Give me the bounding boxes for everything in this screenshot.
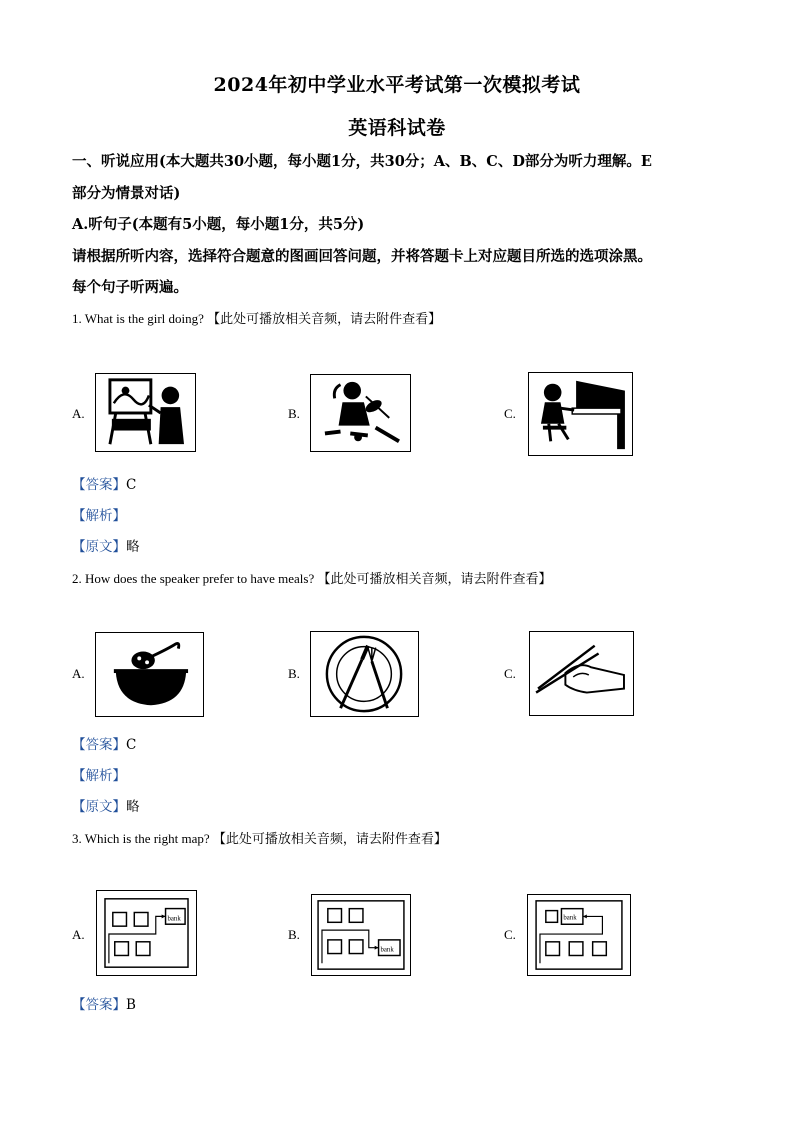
q1-option-c-image[interactable]	[528, 372, 633, 456]
q3-answer-value: B	[126, 997, 136, 1013]
part-a-heading: A.听句子(本题有5小题，每小题1分，共5分)	[72, 216, 365, 233]
q1-answer	[72, 473, 136, 493]
q3-answer-label: 【答案】	[72, 997, 126, 1013]
q3a-bank-label: bank	[167, 915, 181, 923]
q1-option-c-label: C.	[504, 406, 516, 421]
hand-chopsticks-icon	[530, 632, 633, 715]
q3-option-c-image[interactable]	[527, 894, 631, 976]
page-title: 2024年初中学业水平考试第一次模拟考试	[213, 74, 581, 96]
q1-original-value: 略	[126, 539, 140, 555]
q3-option-c-label: C.	[504, 927, 516, 942]
girl-painting-icon	[96, 374, 195, 451]
q2-original-label: 【原文】	[72, 799, 126, 815]
plate-knife-fork-icon	[311, 632, 418, 716]
q2-option-c-label: C.	[504, 666, 516, 681]
section-heading-line1: 一、听说应用(本大题共30小题，每小题1分，共30分；A、B、C、D部分为听力理解。E	[72, 153, 652, 170]
q2-option-b-label: B.	[288, 666, 300, 681]
q1-option-a-image[interactable]	[95, 373, 196, 452]
bowl-spoon-icon	[96, 633, 203, 716]
girl-piano-icon	[529, 373, 632, 455]
section-heading-line2: 部分为情景对话)	[72, 185, 181, 202]
q1-original	[72, 535, 140, 555]
q1-analysis-label: 【解析】	[72, 508, 126, 524]
q1-option-b-image[interactable]	[310, 374, 411, 452]
q2-option-a-image[interactable]	[95, 632, 204, 717]
q3b-bank-label: bank	[380, 946, 394, 954]
map-a-icon	[97, 891, 196, 975]
q1-original-label: 【原文】	[72, 539, 126, 555]
girl-violin-icon	[311, 375, 410, 451]
q2-analysis	[72, 764, 126, 784]
q2-answer-label: 【答案】	[72, 737, 126, 753]
q1-option-a-label: A.	[72, 406, 85, 421]
q3-option-a-image[interactable]	[96, 890, 197, 976]
q3-answer	[72, 993, 136, 1013]
q2-answer	[72, 733, 136, 753]
q2-analysis-label: 【解析】	[72, 768, 126, 784]
q3-option-b-label: B.	[288, 927, 300, 942]
map-b-icon	[312, 895, 410, 975]
question-2-text: 2. How does the speaker prefer to have meals? 【此处可播放相关音频，请去附件查看】	[72, 571, 552, 586]
question-3-text: 3. Which is the right map? 【此处可播放相关音频，请去附件查看】	[72, 831, 447, 846]
question-1-text: 1. What is the girl doing? 【此处可播放相关音频，请去附件查看】	[72, 311, 442, 326]
q2-option-a-label: A.	[72, 666, 85, 681]
instruction-line2: 每个句子听两遍。	[72, 279, 188, 296]
q1-option-b-label: B.	[288, 406, 300, 421]
page-subtitle: 英语科试卷	[348, 117, 446, 139]
q1-answer-label: 【答案】	[72, 477, 126, 493]
map-c-icon	[528, 895, 630, 975]
q2-original-value: 略	[126, 799, 140, 815]
q2-original	[72, 795, 140, 815]
q3-option-b-image[interactable]	[311, 894, 411, 976]
q1-analysis	[72, 504, 126, 524]
q2-answer-value: C	[126, 737, 137, 753]
q2-option-b-image[interactable]	[310, 631, 419, 717]
q2-option-c-image[interactable]	[529, 631, 634, 716]
q3-option-a-label: A.	[72, 927, 85, 942]
q3c-bank-label: bank	[563, 914, 577, 922]
q1-answer-value: C	[126, 477, 137, 493]
instruction-line1: 请根据所听内容，选择符合题意的图画回答问题，并将答题卡上对应题目所选的选项涂黑。	[72, 248, 652, 265]
